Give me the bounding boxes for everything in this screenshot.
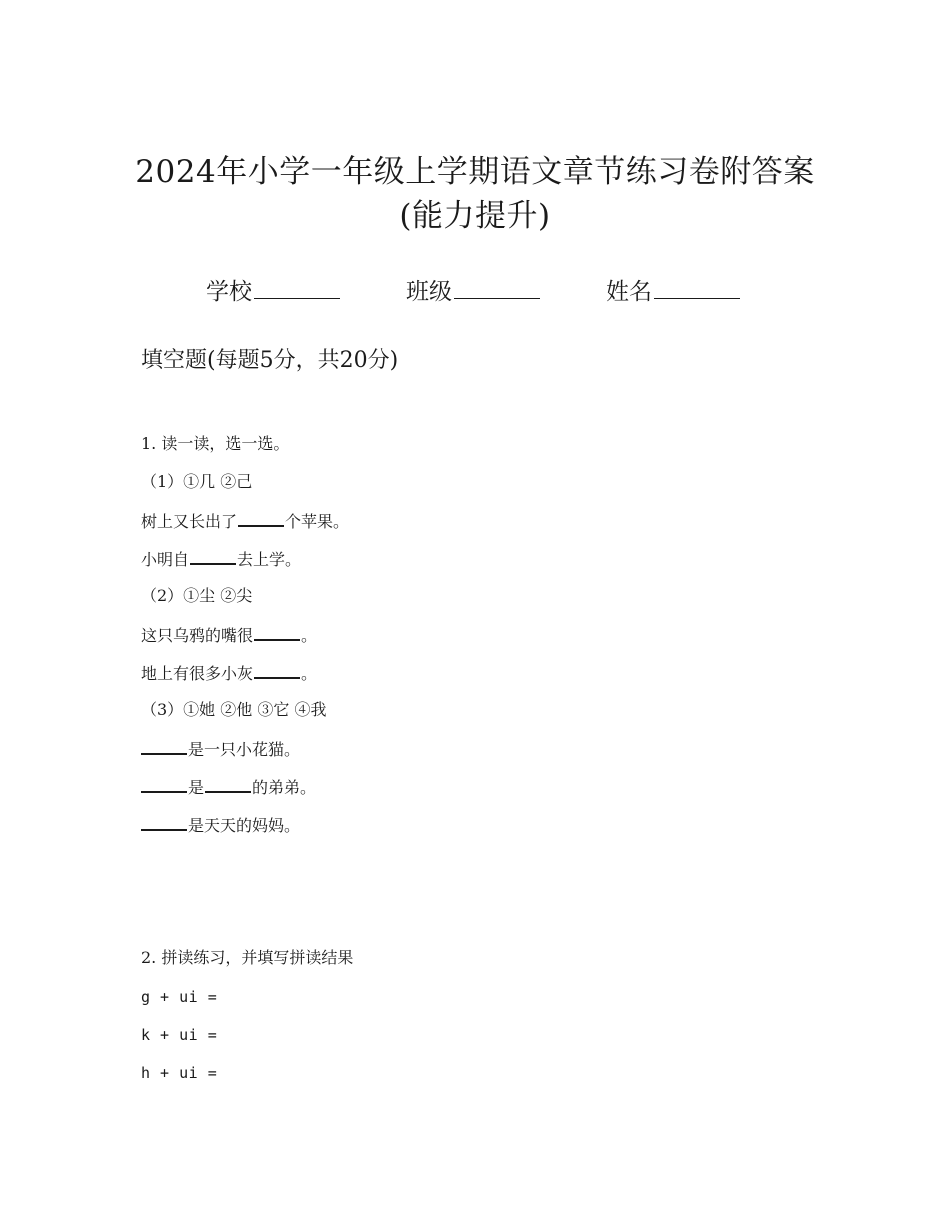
sentence-text: 。 bbox=[301, 626, 318, 645]
sentence-text: 是天天的妈妈。 bbox=[188, 816, 301, 835]
title-line-2: (能力提升) bbox=[399, 198, 551, 234]
q1-part2-options: （2）①尘 ②尖 bbox=[141, 586, 253, 605]
q1-part3-sentence3 bbox=[141, 813, 300, 837]
school-field bbox=[206, 276, 340, 308]
answer-blank[interactable] bbox=[141, 737, 187, 755]
q2-row-2: k + ui = bbox=[141, 1026, 218, 1044]
name-field bbox=[606, 276, 740, 308]
class-blank[interactable] bbox=[454, 276, 540, 299]
school-blank[interactable] bbox=[254, 276, 340, 299]
title-line-1: 2024年小学一年级上学期语文章节练习卷附答案 bbox=[135, 154, 815, 190]
sentence-text: 是一只小花猫。 bbox=[188, 740, 301, 759]
sentence-text: 。 bbox=[301, 664, 318, 683]
q1-part2-sentence2 bbox=[141, 661, 317, 685]
q1-part3-sentence1 bbox=[141, 737, 300, 761]
sentence-text: 的弟弟。 bbox=[252, 778, 317, 797]
answer-blank[interactable] bbox=[254, 623, 300, 641]
answer-blank[interactable] bbox=[190, 547, 236, 565]
answer-blank[interactable] bbox=[254, 661, 300, 679]
q1-prompt: 1. 读一读，选一选。 bbox=[141, 434, 290, 453]
sentence-text: 树上又长出了 bbox=[141, 512, 238, 531]
answer-blank[interactable] bbox=[141, 775, 187, 793]
class-label: 班级 bbox=[406, 279, 452, 305]
q2-row-1: g + ui = bbox=[141, 988, 218, 1006]
name-label: 姓名 bbox=[606, 279, 652, 305]
class-field bbox=[406, 276, 540, 308]
q1-part3-sentence2 bbox=[141, 775, 316, 799]
q2-row-3: h + ui = bbox=[141, 1064, 218, 1082]
sentence-text: 小明自 bbox=[141, 550, 190, 569]
school-label: 学校 bbox=[206, 279, 252, 305]
document-title bbox=[0, 150, 950, 238]
q1-part1-sentence2 bbox=[141, 547, 301, 571]
sentence-text: 个苹果。 bbox=[285, 512, 350, 531]
answer-blank[interactable] bbox=[205, 775, 251, 793]
q1-part2-sentence1 bbox=[141, 623, 317, 647]
answer-blank[interactable] bbox=[238, 509, 284, 527]
q1-part1-options: （1）①几 ②己 bbox=[141, 472, 253, 491]
sentence-text: 这只乌鸦的嘴很 bbox=[141, 626, 254, 645]
sentence-text: 去上学。 bbox=[237, 550, 302, 569]
sentence-text: 是 bbox=[188, 778, 205, 797]
answer-blank[interactable] bbox=[141, 813, 187, 831]
q2-prompt: 2. 拼读练习，并填写拼读结果 bbox=[141, 948, 354, 967]
name-blank[interactable] bbox=[654, 276, 740, 299]
q1-part1-sentence1 bbox=[141, 509, 349, 533]
sentence-text: 地上有很多小灰 bbox=[141, 664, 254, 683]
section-heading: 填空题(每题5分，共20分) bbox=[141, 348, 399, 373]
q1-part3-options: （3）①她 ②他 ③它 ④我 bbox=[141, 700, 327, 719]
